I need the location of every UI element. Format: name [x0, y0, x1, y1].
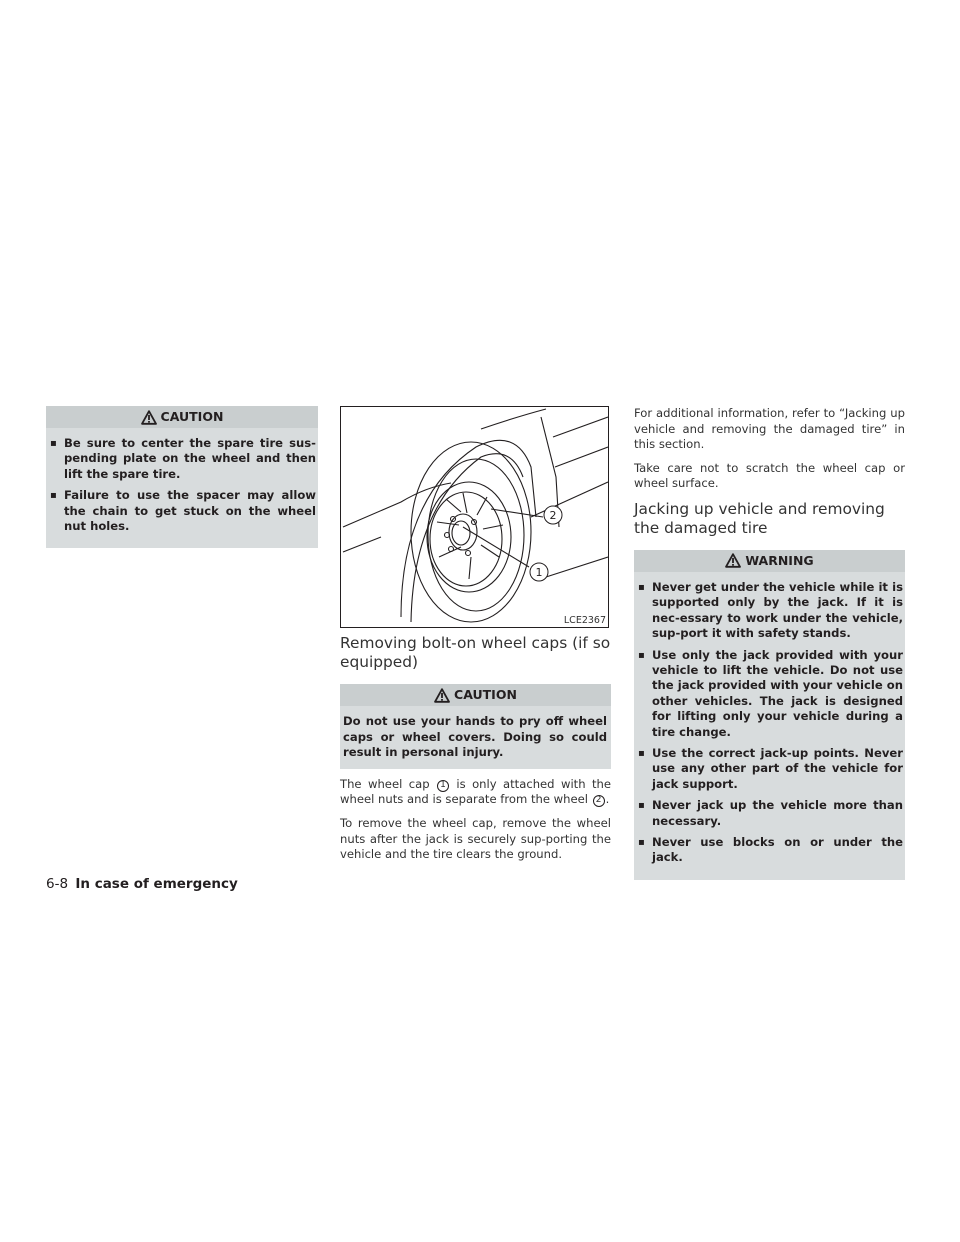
section-heading-wheel-caps: Removing bolt-on wheel caps (if so equipped)	[340, 634, 611, 671]
body-paragraph: The wheel cap 1 is only attached with the wheel nuts and is separate from the wheel 2 .	[340, 776, 612, 807]
caution-item: ▪ Be sure to center the spare tire sus-pending plate on the wheel and then lift the spare tire.	[49, 436, 316, 482]
figure-code: LCE2367	[563, 615, 606, 626]
caution-list	[49, 436, 316, 534]
body-paragraph: Take care not to scratch the wheel cap or wheel surface.	[634, 460, 905, 491]
page-footer	[46, 876, 238, 892]
column-right	[634, 406, 905, 880]
body-paragraph: For additional information, refer to “Jacking up vehicle and removing the damaged tire” in this section.	[634, 406, 905, 452]
callout-1: 1	[437, 780, 449, 792]
caution-box	[46, 406, 318, 548]
column-middle	[340, 406, 611, 871]
section-heading-jacking: Jacking up vehicle and removing the damaged tire	[634, 499, 885, 537]
wheel-illustration	[341, 407, 608, 627]
warning-item: ▪ Never jack up the vehicle more than necessary.	[637, 798, 903, 829]
warning-item: ▪ Never get under the vehicle while it is supported only by the jack. If it is nec-essary to work under the vehicle, sup-port it with safety stands.	[637, 580, 903, 642]
caution-header	[340, 684, 611, 706]
column-left	[46, 406, 318, 548]
figure-callout-1: 1	[535, 566, 543, 579]
warning-item: ▪ Never use blocks on or under the jack.	[637, 835, 903, 866]
warning-triangle-icon	[434, 688, 450, 703]
callout-2: 2	[593, 795, 605, 807]
caution-text: Do not use your hands to pry off wheel caps or wheel covers. Doing so could result in personal injury.	[343, 714, 607, 760]
page-number: 6-8	[46, 876, 69, 892]
warning-item: ▪ Use only the jack provided with your vehicle to lift the vehicle. Do not use the jack provided with your vehicle on other vehicles. The jack is designed for lifting only your vehicle during a tire change.	[637, 648, 903, 740]
warning-box	[634, 550, 905, 880]
caution-box	[340, 684, 611, 769]
warning-list	[637, 580, 903, 866]
warning-header	[634, 550, 905, 572]
warning-title: WARNING	[745, 552, 814, 568]
warning-item: ▪ Use the correct jack-up points. Never use any other part of the vehicle for jack support.	[637, 746, 903, 792]
warning-triangle-icon	[141, 410, 157, 425]
wheel-cap-figure	[340, 406, 609, 628]
chapter-title: In case of emergency	[75, 876, 238, 892]
caution-title: CAUTION	[160, 409, 224, 424]
caution-title: CAUTION	[454, 687, 517, 702]
warning-triangle-icon	[725, 553, 741, 568]
body-paragraph: To remove the wheel cap, remove the wheel nuts after the jack is securely sup-porting the vehicle and the tire clears the ground.	[340, 815, 611, 862]
figure-callout-2: 2	[549, 509, 557, 522]
caution-header	[46, 406, 318, 428]
caution-item: ▪ Failure to use the spacer may allow the chain to get stuck on the wheel nut holes.	[49, 488, 316, 534]
